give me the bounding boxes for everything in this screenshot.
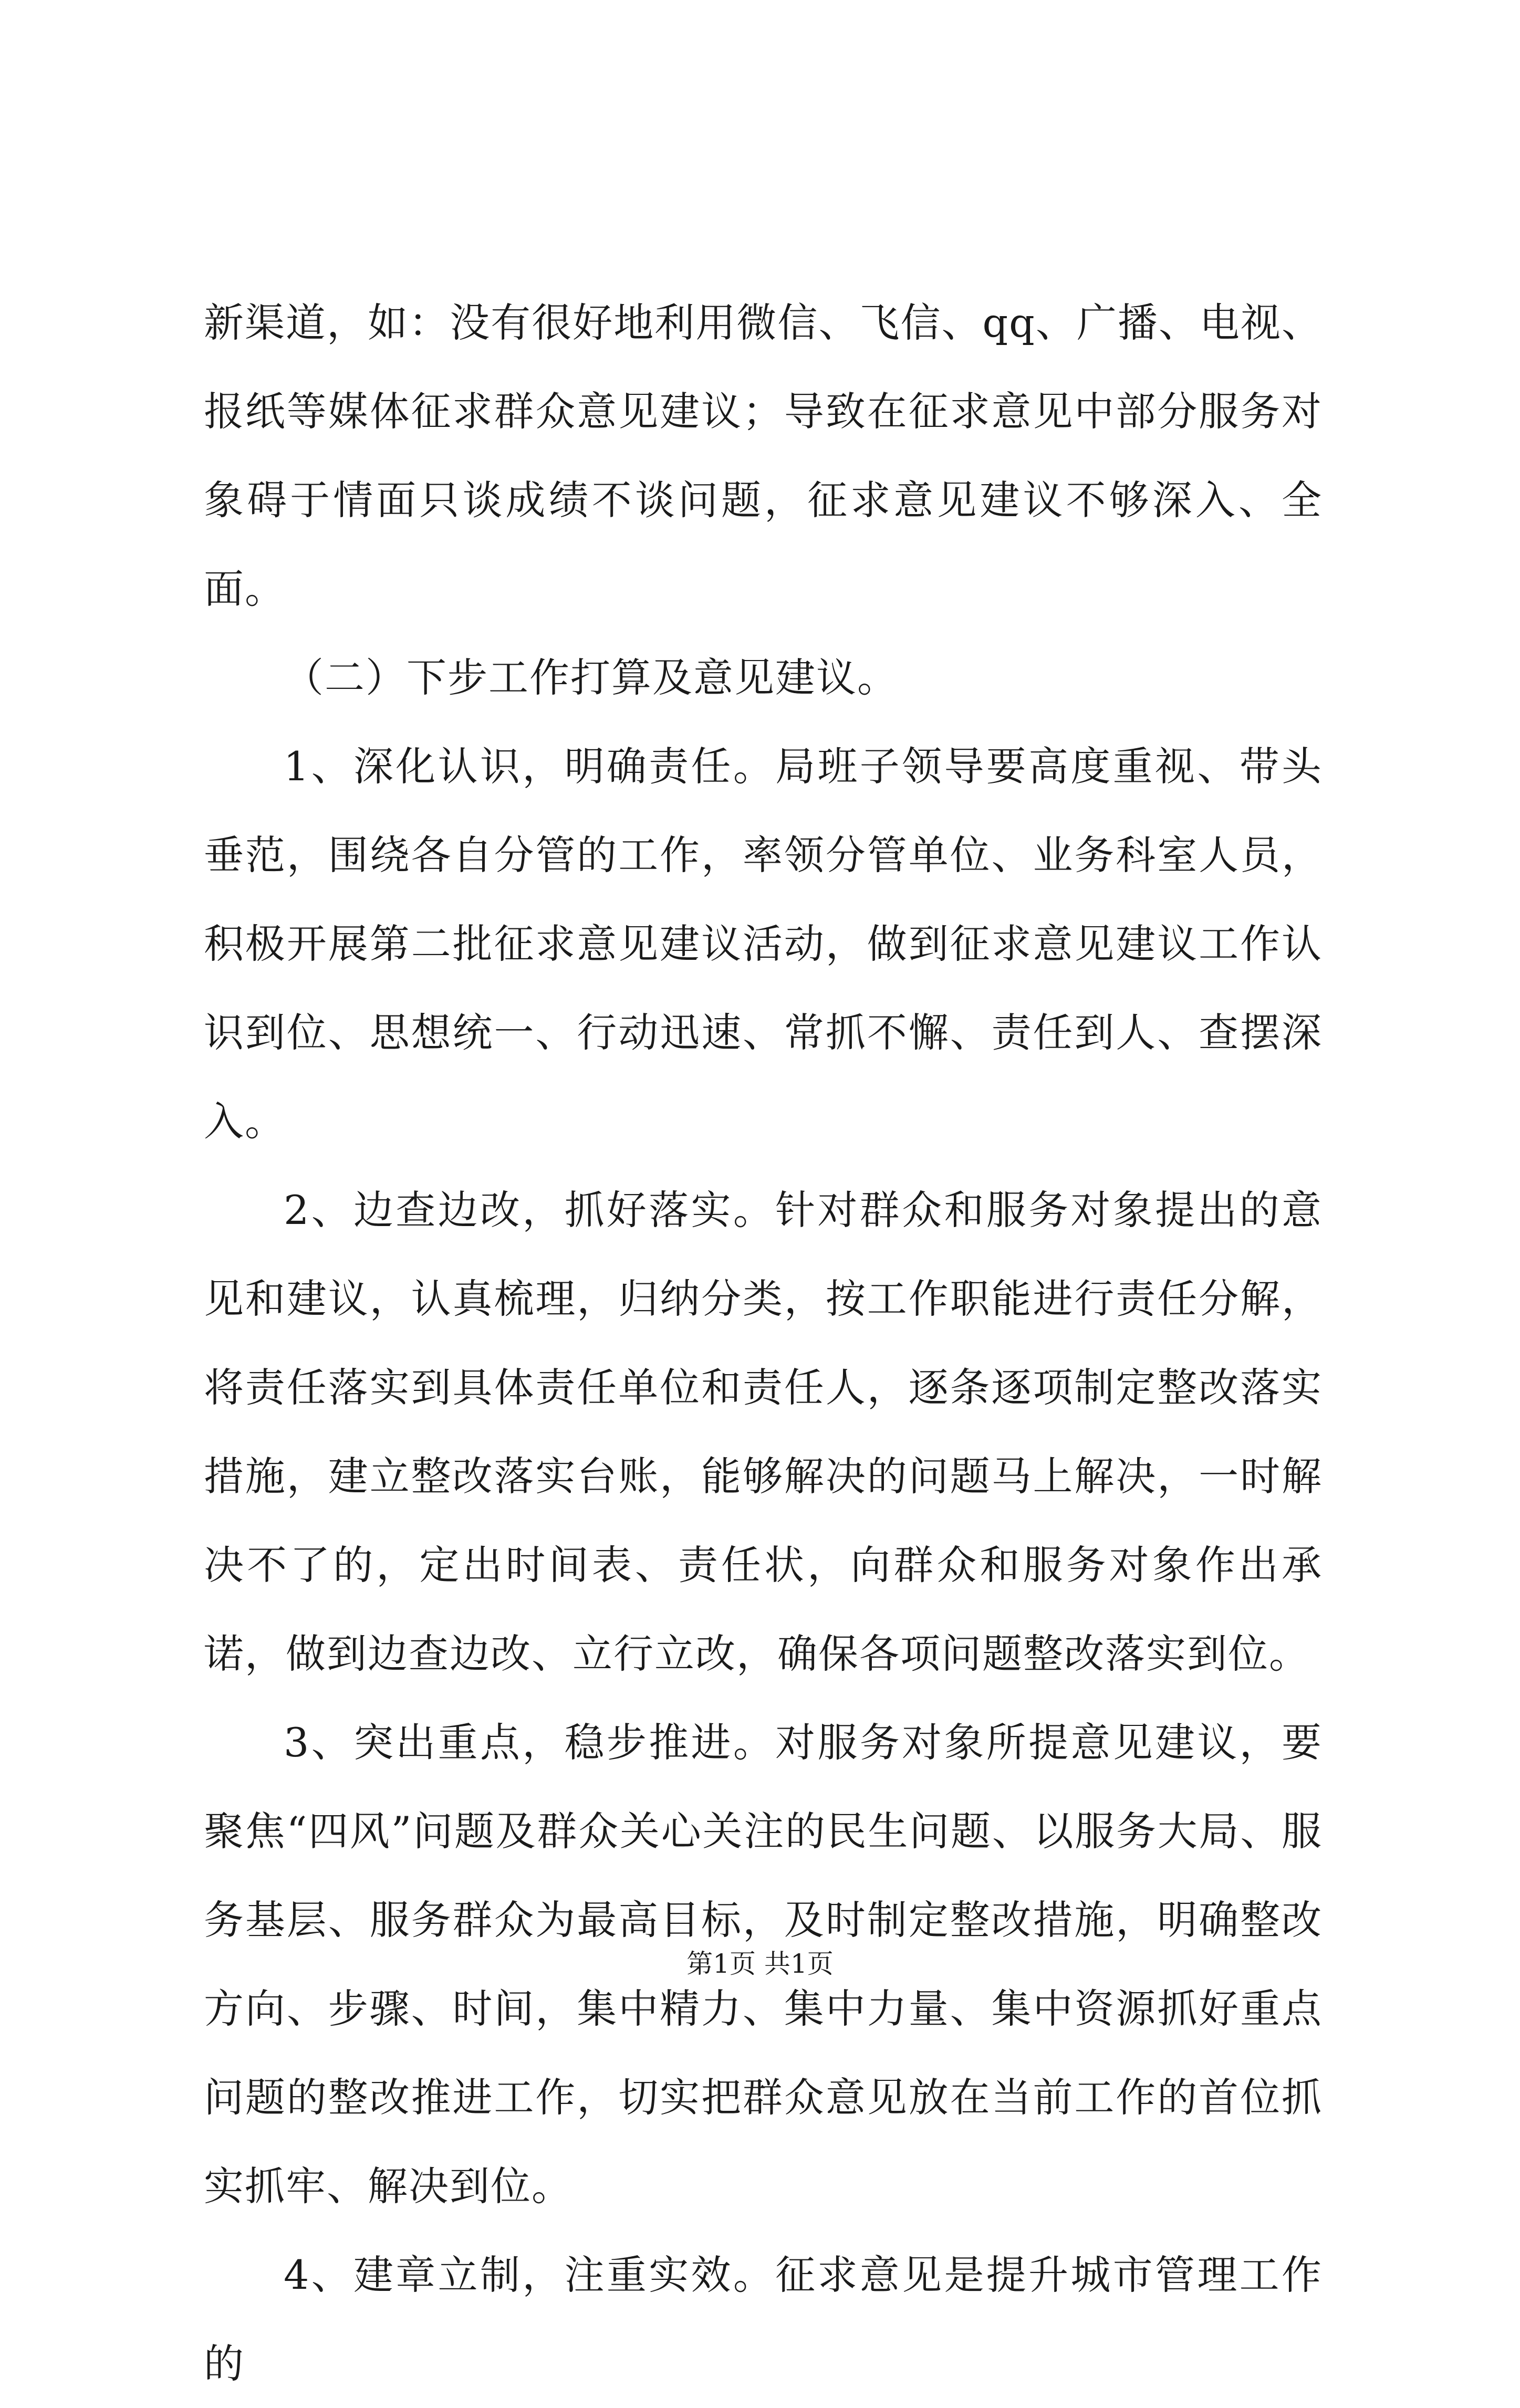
paragraph-item-4: 4、建章立制，注重实效。征求意见是提升城市管理工作的 [204, 2252, 1323, 2387]
paragraph-item-1: 1、深化认识，明确责任。局班子领导要高度重视、带头垂范，围绕各自分管的工作，率领分管单位、业务科室人员，积极开展第二批征求意见建议活动，做到征求意见建议工作认识到位、思想统一、行动迅速、常抓不懈、责任到人、查摆深入。 [204, 743, 1323, 1145]
document-body [204, 278, 1323, 2408]
paragraph-item-3: 3、突出重点，稳步推进。对服务对象所提意见建议，要聚焦“四风”问题及群众关心关注的民生问题、以服务大局、服务基层、服务群众为最高目标，及时制定整改措施，明确整改方向、步骤、时间，集中精力、集中力量、集中资源抓好重点问题的整改推进工作，切实把群众意见放在当前工作的首位抓实抓牢、解决到位。 [204, 1719, 1323, 2210]
paragraph-item-2: 2、边查边改，抓好落实。针对群众和服务对象提出的意见和建议，认真梳理，归纳分类，按工作职能进行责任分解，将责任落实到具体责任单位和责任人，逐条逐项制定整改落实措施，建立整改落实台账，能够解决的问题马上解决，一时解决不了的，定出时间表、责任状，向群众和服务对象作出承诺，做到边查边改、立行立改，确保各项问题整改落实到位。 [204, 1187, 1323, 1677]
page-footer: 第1页 共1页 [686, 1949, 834, 1979]
paragraph-continuation: 新渠道，如：没有很好地利用微信、飞信、qq、广播、电视、报纸等媒体征求群众意见建议；导致在征求意见中部分服务对象碍于情面只谈成绩不谈问题，征求意见建议不够深入、全面。 [204, 299, 1323, 612]
section-heading: （二）下步工作打算及意见建议。 [284, 654, 898, 701]
